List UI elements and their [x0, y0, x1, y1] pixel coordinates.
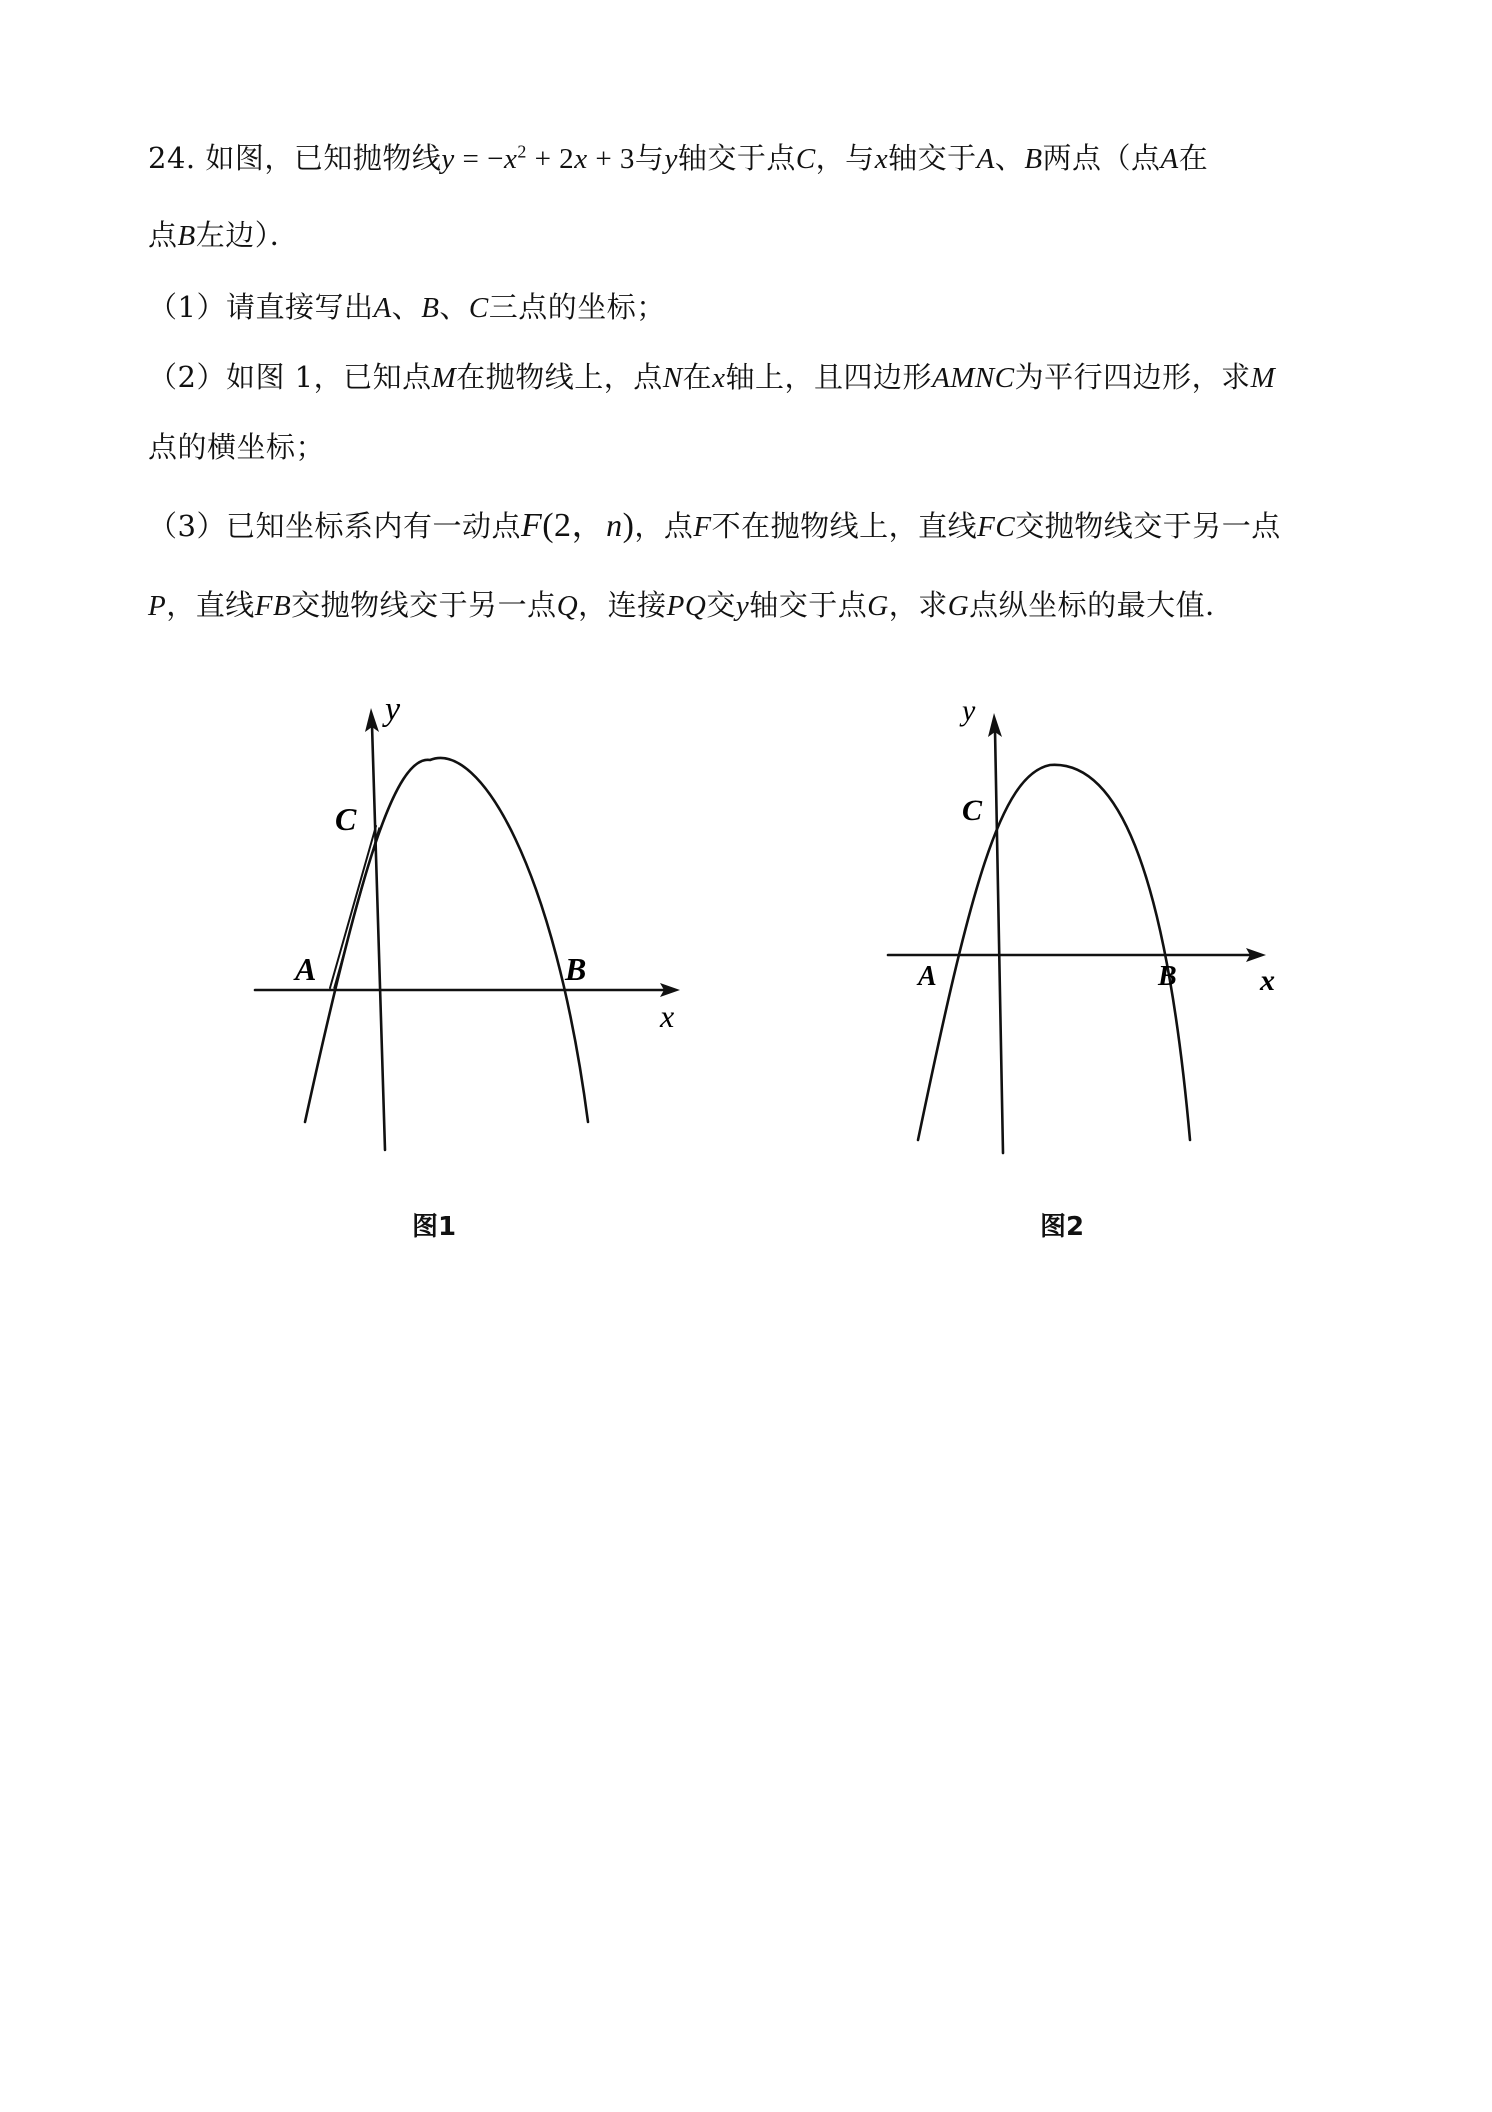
equation-y: y — [441, 143, 455, 175]
fig1-segment-ac — [330, 826, 376, 988]
fig1-y-axis — [372, 725, 385, 1150]
problem-number: 24. — [148, 141, 196, 175]
question-2: （2）如图 1，已知点M在抛物线上，点N在x轴上，且四边形AMNC为平行四边形，求M — [148, 360, 1276, 394]
fig2-label-b: B — [1158, 961, 1177, 992]
question-2-continued: 点的横坐标； — [148, 430, 326, 464]
fig1-label-y: y — [385, 691, 401, 728]
problem-line-2: 点B左边）． — [148, 218, 300, 252]
question-3-continued: P，直线FB交抛物线交于另一点Q，连接PQ交y轴交于点G，求G点纵坐标的最大值． — [148, 588, 1235, 622]
fig2-label-x: x — [1260, 964, 1275, 997]
fig2-label-c: C — [962, 794, 983, 827]
fig2-parabola — [918, 765, 1190, 1140]
figure-2-caption: 图2 — [1040, 1212, 1085, 1242]
fig2-y-axis — [995, 730, 1003, 1153]
fig1-label-a: A — [295, 951, 317, 987]
problem-line-1: 24. 如图，已知抛物线$y = -x^2 + 2x + 3$与y轴交于点C，与x轴交于A、B两点（点A在 — [148, 141, 1209, 175]
fig2-label-y: y — [962, 694, 976, 727]
question-1: （1）请直接写出A、B、C三点的坐标； — [148, 290, 666, 324]
fig1-label-b: B — [565, 951, 587, 987]
fig2-label-a: A — [918, 961, 937, 992]
question-3: （3）已知坐标系内有一动点F(2，n)，点F不在抛物线上，直线FC交抛物线交于另一点 — [148, 507, 1281, 544]
fig1-label-x: x — [660, 998, 675, 1034]
fig1-segment-ac-2 — [334, 828, 379, 988]
figure-1-caption: 图1 — [412, 1212, 457, 1242]
fig1-label-c: C — [335, 801, 357, 837]
